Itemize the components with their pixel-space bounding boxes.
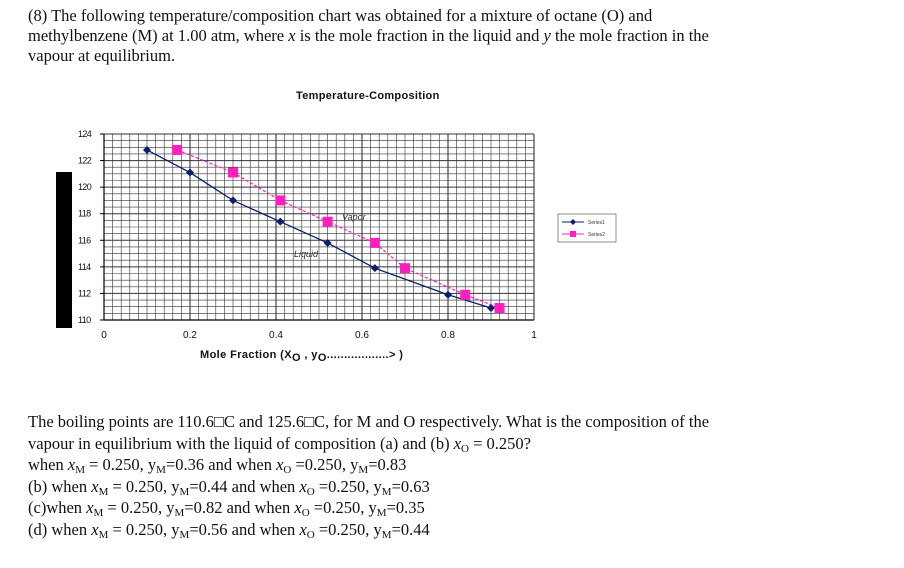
y-tick-label: 118 — [78, 208, 91, 219]
y-tick-label: 114 — [78, 261, 91, 272]
series2-point — [460, 290, 470, 300]
question-line-1: (8) The following temperature/composition chart was obtained for a mixture of octane (O) and — [28, 6, 653, 25]
y-tick-label: 110 — [78, 315, 91, 325]
answer-block — [28, 411, 888, 540]
answer-option: (c)when $x_M = 0.250$, $y_M=0.82$ and when $x_O =0.250$, $y_M=0.35$ — [28, 498, 425, 519]
x-tick-label: 0.4 — [269, 330, 283, 341]
legend — [558, 214, 616, 242]
x-axis-label: Mole Fraction ($X_O$ , $y_O..................>$ ) — [200, 349, 404, 364]
x-tick-label: 0.6 — [355, 330, 369, 341]
x-tick-label: 1 — [531, 330, 537, 341]
series2-point — [228, 168, 238, 178]
series2-point — [370, 238, 380, 248]
series2-point — [172, 145, 182, 155]
answer-option: (b) when $x_M = 0.250$, $y_M=0.44$ and when $x_O =0.250$, $y_M=0.63$ — [28, 476, 430, 498]
series2-point — [275, 195, 285, 205]
answer-options — [28, 454, 888, 540]
annotation-vapor: Vapor — [342, 212, 366, 222]
legend-marker-2 — [570, 231, 576, 237]
y-tick-label: 120 — [78, 182, 92, 193]
annotation-liquid: Liquid — [294, 249, 319, 259]
question-line-3: vapour at equilibrium. — [28, 46, 176, 65]
series2-point — [400, 263, 410, 273]
question-line-2: methylbenzene (M) at 1.00 atm, where x is the mole fraction in the liquid and y the mole fraction in the — [28, 26, 709, 45]
series2-point — [495, 303, 505, 313]
y-tick-label: 124 — [78, 129, 92, 139]
y-tick-label: 112 — [78, 288, 91, 299]
legend-label-2: Series2 — [588, 232, 605, 238]
x-tick-label: 0.2 — [183, 330, 197, 341]
x-ticks — [101, 330, 537, 341]
answer-option: when $x_M = 0.250$, $y_M=0.36$ and when $x_O =0.250$, $y_M=0.83$ — [28, 455, 407, 476]
series2-point — [323, 217, 333, 227]
answer-option: (d) when $x_M = 0.250$, $y_M=0.56$ and when $x_O =0.250$, $y_M=0.44$ — [28, 519, 430, 541]
y-tick-label: 122 — [78, 155, 92, 166]
x-tick-label: 0.8 — [441, 330, 455, 341]
x-tick-label: 0 — [101, 330, 107, 341]
legend-label-1: Series1 — [588, 220, 605, 226]
y-tick-label: 116 — [78, 235, 91, 246]
legend-box — [558, 214, 616, 242]
answer-line-1: The boiling points are 110.6□C and 125.6□C, for M and O respectively. What is the composition of the — [28, 412, 710, 431]
answer-line-2: vapour in equilibrium with the liquid of composition (a) and (b) $x_O = 0.250$? — [28, 433, 532, 455]
chart-title: Temperature-Composition — [296, 90, 440, 102]
y-ticks — [78, 129, 104, 325]
